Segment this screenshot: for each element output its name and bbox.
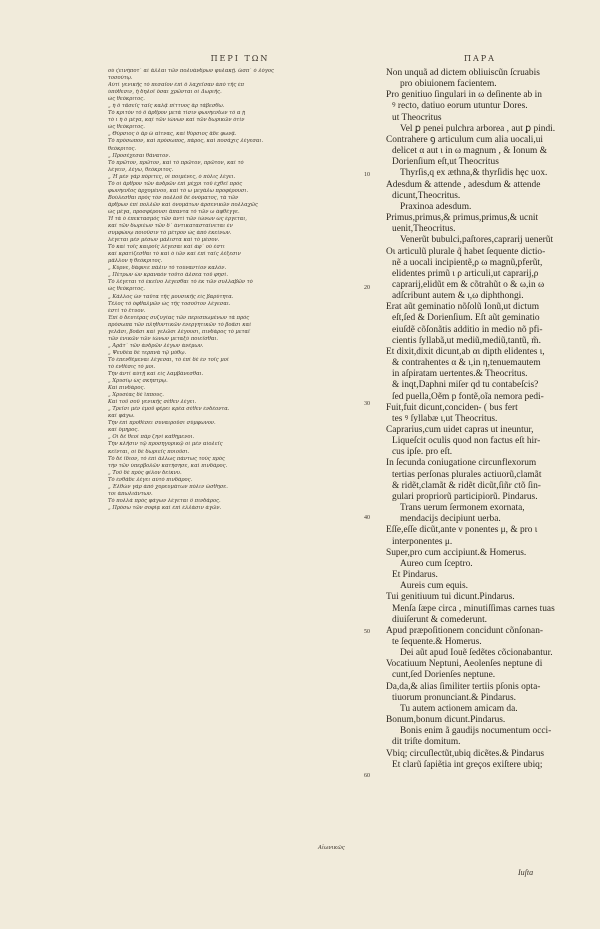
greek-line: ὡς θεόκριτος. xyxy=(108,124,145,131)
greek-catchword: Αἰωνικῶς xyxy=(318,845,345,851)
latin-line: Pro genitiuo ſingulari in ω deſinente ab in xyxy=(386,90,542,101)
latin-line: delicet α aut ι in ω magnum , & Ionum & xyxy=(392,146,547,157)
greek-line: μᾶλλον ἢ θεόκριτος. xyxy=(108,258,163,265)
latin-line: tertias perſonas plurales actiuorũ,clamãt xyxy=(392,469,542,480)
margin-line-number: 40 xyxy=(364,515,370,521)
greek-line: ὑπόθεσιν, ἤ δηλοῖ ὅσαι χρῶνται οἱ Δωριῆς. xyxy=(108,89,222,96)
greek-line: Καὶ πινδάρος. xyxy=(108,385,146,392)
greek-line: Τὸ οἱ ἄρθρον τῶν ἀνδρῶν ἐπὶ μέχρι τοῦ ἐχθεῖ πρὸς xyxy=(108,180,243,187)
greek-line: Ἐπὶ ὃ δευτέρας συζυγίας τῶν περισπωμένων τὰ πρὸς xyxy=(108,314,250,321)
greek-line: πρόσωπα τῶν πληθυντικῶν ἐνεργητικῶν τὸ βοᾶσι καὶ xyxy=(108,321,252,328)
greek-line: „ Πρόσω τῶν σοφίᾳ καὶ ἐπὶ ἑλλάσιν ἀγῶν. xyxy=(108,504,222,511)
greek-text-column xyxy=(108,68,360,512)
greek-line: Αὐτὶ γενικῆς τὸ πεσαῖον ἐπὶ ὃ λαχεῖσαν ἀπὸ τῆς ἐπ xyxy=(108,82,245,89)
latin-line: dit triſte domitum. xyxy=(392,737,461,748)
latin-line: Da,da,& alias ſimiliter tertiis pſonis opta- xyxy=(386,681,541,692)
greek-line: „ Τοῦ δὲ πρὸς φίλον δείκνυ. xyxy=(108,469,182,476)
latin-line: interponentes μ. xyxy=(392,536,453,547)
latin-line: Dei aũt apud Iouẽ ſedẽtes cõcionabantur. xyxy=(400,648,553,659)
latin-line: tes ꝰ ſyllabæ ι,ut Theocritus. xyxy=(392,413,498,424)
greek-line: Τὴν ἐπὶ προθέσει συναιροῦσι σύμφωνον. xyxy=(108,420,216,427)
greek-line: „ Χρυσέας δὲ ἵππους. xyxy=(108,392,164,399)
latin-line: Super,pro cum accipiunt.& Homerus. xyxy=(386,547,527,558)
greek-line: „ Ἡ μὲν γὰρ πόριτες, οἱ ποιμένες, ὁ πόλις λέγει. xyxy=(108,173,236,180)
latin-line: Fuit,fuit dicunt,conciden- ( bus fert xyxy=(386,402,518,413)
latin-line: & inqt,Daphni miſer qd tu contabeſcis? xyxy=(392,380,539,391)
latin-line: Liqueſcit oculis quod non factus eſt hir- xyxy=(392,436,541,447)
latin-line: pro obiuionem facientem. xyxy=(400,79,497,90)
latin-line: ꝰ recto, datiuo eorum utuntur Dores. xyxy=(392,101,528,112)
margin-line-number: 60 xyxy=(364,773,370,779)
greek-line: τοσούτῳ. xyxy=(108,75,133,82)
greek-line: „ Χρυσίῳ ὡς σκήπτρῳ. xyxy=(108,378,168,385)
greek-line: Τὸ δὲ ἴδιον, τὸ ἐπὶ ἄλλως πάντως τοὺς πρὸς xyxy=(108,455,225,462)
greek-line: ἄρθρων ἐπὶ πολλῶν καὶ ὀνομάτων ἀρσενικῶν πολλαχῶς xyxy=(108,201,258,208)
latin-line: cunt,ſed Dorienſes neptune. xyxy=(392,670,496,681)
greek-line: κεῖνται, οἱ δὲ δωριεῖς ποιοῦσι. xyxy=(108,448,190,455)
latin-line: elidentes primũ ι ρ articuli,ut caprarij,ρ xyxy=(392,268,539,279)
greek-line: „ Ἐλθὼν γὰρ ἀπὸ χορευμάτων πόλιν ὥσθησε. xyxy=(108,483,228,490)
greek-line: „ Κάλλος ὤν ταῦτα τῆς μουσικῆς εἰς βαρύτητα. xyxy=(108,293,234,300)
greek-line: „ Προσέχεσαι θάνατον. xyxy=(108,152,171,159)
latin-line: & contrahentes α & ι,in η,tenuemautem xyxy=(392,358,541,369)
greek-line: καὶ φάγω. xyxy=(108,413,135,420)
catchword: Iuſta xyxy=(518,868,534,877)
greek-line: ἐστὶ τὸ ἔτυον. xyxy=(108,307,146,314)
latin-line: cus ipſe. pro eſt. xyxy=(392,447,453,458)
greek-line: Τέλος τὸ ὀφθαλμῶν ὡς τῆς τοσοῦτον λέγεσαι. xyxy=(108,300,231,307)
latin-line: te ſequente.& Homerus. xyxy=(392,636,482,647)
latin-line: gulari propriorũ participiorũ. Pindarus. xyxy=(392,491,538,502)
greek-line: τῶν ἐνικῶν τῶν ἰώνων μεταξὺ ποιεῖσθαι. xyxy=(108,335,219,342)
latin-line: Praxinoa adesdum. xyxy=(400,201,472,212)
greek-line: „ Πέτρων ὧν κραναὸν τοῦτο ἄλσεα τοῦ φησί. xyxy=(108,272,228,279)
latin-line: Caprarius,cum uidet capras ut ineuntur, xyxy=(386,425,534,435)
greek-line: ὡς θεόκριτος. xyxy=(108,286,145,293)
latin-line: in aſpiratam uertentes.& Theocritus. xyxy=(392,369,528,380)
greek-line: καὶ κρατίζεσθαι τὸ καὶ ὁ ἰῶν καὶ ἐπὶ ταῖς λέξεσιν xyxy=(108,251,241,258)
latin-line: Menſa ſæpe circa , minutiſſimas carnes tuas xyxy=(392,603,555,614)
greek-line: Τὴν κλῆσιν τῷ προσηγορικῷ οἱ μὲν αἰολεῖς xyxy=(108,441,223,448)
greek-line: ὡς μέγα, προσφέρουσι ἅπαντα τὸ τῶν ω ἀφθέγγε. xyxy=(108,208,240,215)
latin-line: dicunt,Theocritus. xyxy=(392,190,461,201)
latin-line: Trans uerum ſermonem exornata, xyxy=(400,503,525,514)
greek-line: ὡς θεόκριτος. xyxy=(108,96,145,103)
greek-line: „ Κύρνε, δάφνιε πάλιν τὸ τοὐναντίον καλὸν. xyxy=(108,265,227,272)
greek-line: οὐ ϛεινήποτ᾽ αἱ ἄλλαι τῶν πολυάνδρων φυλακῇ. ὥσπ᾽ ὁ λόγος xyxy=(108,68,274,74)
greek-line: Τὴν ἀντὶ αὐτῇ καὶ εἰς λαμβάνεσθαι. xyxy=(108,371,204,378)
latin-line: Et Pindarus. xyxy=(392,570,438,581)
greek-line: „ ἢ ὅ τᾶσεῖς ταῖς καλᾷ πίττυος ἅρ τάβεσθω. xyxy=(108,103,225,110)
greek-line: „ Τρεῖσι μὲν ἐμοῦ φέρει κρέα σέθεν ἐνδέοντα. xyxy=(108,406,230,413)
greek-line: Τὸ πρῶτον, πρῶτον, καὶ τὸ πρῶτον, πρῶτον, καὶ τὸ xyxy=(108,159,244,166)
greek-line: συμφώνῳ ποιοῦσιν τὸ μέτρον ὡς ἀπὸ ἐκείνων. xyxy=(108,230,232,237)
latin-line: Et dixit,dixit dicunt,ab αι dipth elidentes ι, xyxy=(386,346,545,357)
latin-line: Non unquã ad dictem obliuiscũn ſcruabis xyxy=(386,68,540,78)
greek-line: Τὸ πολλὰ πρὸς φάγων λέγεται ὃ πινδάρος. xyxy=(108,497,221,504)
latin-line: uenit,Theocritus. xyxy=(392,224,456,235)
latin-line: Et clarũ ſapiẽtia int greços exiſtere ubiq; xyxy=(392,759,543,770)
greek-line: θεόκριτος. xyxy=(108,145,137,152)
greek-line: „ Ἀρᾶτ᾽ τῶν ἀνδρῶν λέγων ἀνέμων. xyxy=(108,342,204,349)
latin-line: Adesdum & attende , adesdum & attende xyxy=(386,179,541,190)
greek-line: Τὸ λέγεται τὸ ἐκεῖνο λέγεσθαι τὸ ἐκ τῶν συλλαβῶν τὸ xyxy=(108,279,253,286)
running-head-left: ΠΕΡΙ ΤΩΝ xyxy=(210,54,270,63)
latin-line: Vel ꝑ penei pulchra arborea , aut ꝑ pindi. xyxy=(400,123,556,134)
latin-line: Vocatiuum Neptuni, Aeolenſes neptune di xyxy=(386,659,543,670)
greek-line: γελᾶσι, βοᾶσι καὶ γελῶσι λέγουσι, πινδάρος τὸ μεταῖ xyxy=(108,328,251,335)
latin-line: Dorienſium eſt,ut Theocritus xyxy=(392,157,499,168)
greek-line: καὶ ὅμηρος. xyxy=(108,427,139,434)
greek-line: λέγεται μὲν μέσων μάλιστα καὶ τὸ μέσον. xyxy=(108,237,220,244)
latin-line: adſcribunt autem & ι,ω diphthongi. xyxy=(392,291,524,302)
latin-line: eſt,ſed & Dorienſium. Eſt aũt geminatio xyxy=(392,313,540,324)
greek-line: φωνήενtος ἀρχομένου, καὶ τὸ ω μεγάλω προφέρουσι. xyxy=(108,187,249,194)
margin-line-number: 10 xyxy=(364,172,370,178)
running-head-right: ΠΑΡΑ xyxy=(464,54,496,63)
greek-line: Τὸ πρόσωπον, καὶ πρόσωπος, πάρος, καὶ ποσάχις λέγεσαι. xyxy=(108,138,264,145)
greek-line: τὴν τῶν ὑπερβολῶν κατήσησε, καὶ πινδάρος. xyxy=(108,462,228,469)
greek-line: „ Ψευδέα δὲ τερπνὰ τῷ μύθῳ. xyxy=(108,349,187,356)
latin-line: Thyrſis,q ex æthna,& thyrſidis hęc uox. xyxy=(400,168,548,179)
latin-line: & ridẽt,clamãt & ridẽt dicũt,ſiñr ctõ ſin- xyxy=(392,480,541,491)
latin-line: Tui genitiuum tui dicunt.Pindarus. xyxy=(386,592,515,603)
latin-line: ſed puella,Oẽm p fontẽ,oĩa nemora pedi- xyxy=(392,391,544,402)
latin-line: Bonum,bonum dicunt.Pindarus. xyxy=(386,715,506,726)
margin-line-number: 50 xyxy=(364,629,370,635)
latin-line: eiuſdẽ cõſonãtis additio in medio nõ pfi- xyxy=(392,324,543,335)
greek-line: Τὸ καὶ τοῖς καιροῖς λέγεσαι καὶ ἀφ᾽ οὗ ἐστι xyxy=(108,244,225,251)
latin-line: cientis ſyllabã,ut mediũ,mediũ,tantũ, m̃. xyxy=(392,335,541,346)
greek-line: τὸ ἐνθέσις τὸ μοι. xyxy=(108,363,156,370)
latin-line: tiuorum pronunciant.& Pindarus. xyxy=(392,692,516,703)
latin-text-column xyxy=(386,68,568,771)
latin-line: Eſſe,eſſe dicũt,ante ν ponentes μ, & pro ι xyxy=(386,525,538,536)
greek-line: τοι ἀπωλιάντων. xyxy=(108,490,153,497)
latin-line: Aureis cum equis. xyxy=(400,581,468,592)
latin-line: caprarij,elidũt em & cõtrahũt ο & ω,in ω xyxy=(392,279,545,290)
latin-line: Bonis enim ã gaudijs nocumentum occi- xyxy=(400,726,552,737)
latin-line: Erat aũt geminatio nõſolũ Ionũ,ut dictum xyxy=(386,302,540,313)
greek-line: λέγειν, λέγω, θεόκριτος. xyxy=(108,166,174,173)
greek-line: Τὸ ἐνθάδε λέγει αὐτὸ πινδάρος. xyxy=(108,476,193,483)
greek-line: „ Οἱ δὲ θεοὶ πὰρ ζηνὶ καθήμενοι. xyxy=(108,434,195,441)
latin-line: ut Theocritus xyxy=(392,112,442,123)
latin-line: diuiſerunt & comederunt. xyxy=(392,614,488,625)
greek-line: Βούλεσθαι πρὸς τὸν πολλοῦ δὲ ὀνόματος, τὰ τῶν xyxy=(108,194,239,201)
greek-line: „ Θύρσιος ὁ ἄρ ὢ αἴτνας, καὶ θύρσιος ἅδε φωνᾷ. xyxy=(108,131,237,138)
greek-line: Τὸ ἐπενθέμεναι λέγεσαι, τὸ ἐπὶ δὲ ἐν τοῖς μοὶ xyxy=(108,356,229,363)
greek-line: Ἡ τὰ ὁ ἐπεκτασμὸς τῶν ἀντὶ τῶν ἰώνων ὡς ἐργεται, xyxy=(108,215,247,222)
latin-line: Venerũt bubulci,paſtores,caprarij uenerũt xyxy=(400,235,554,246)
latin-line: In ſecunda coniugatione circunflexorum xyxy=(386,458,537,469)
greek-line: καὶ τῶν δωριέων τῶν δ᾽ ἀντικατασταίνεται ἐν xyxy=(108,223,233,230)
greek-line: τὸ ι ἢ ὁ μέγα, κα̣ὶ τῶν ἰώνων καὶ τῶν δωρικῶν ὁτὶν xyxy=(108,117,245,124)
latin-line: Tu autem actionem amicam da. xyxy=(400,703,518,714)
greek-line: Καὶ τοῦ σοῦ γενικῆς σέθεν λέγει. xyxy=(108,399,197,406)
margin-line-number: 20 xyxy=(364,285,370,291)
latin-line: mendacijs decipiunt uerba. xyxy=(400,514,501,525)
latin-line: Oι articulũ plurale q̃ habet ſequente dictio- xyxy=(386,246,546,257)
latin-line: Aureo cum ſceptro. xyxy=(400,558,473,569)
latin-line: Vbiq; circuſlectũt,ubiq dicẽtes.& Pindarus xyxy=(386,748,545,759)
latin-line: nẽ a uocali incipientẽ,ρ ω magnũ,pferũt, xyxy=(392,257,543,268)
margin-line-number: 30 xyxy=(364,401,370,407)
latin-line: Primus,primus,& primus,primus,& ucnit xyxy=(386,213,539,224)
latin-line: Contrahere ꝯ articulum cum alia uocali,ui xyxy=(386,134,544,145)
greek-line: Τὸ κριτὸν τὸ ὃ ἄρθρον μετὰ τίσιν φωνήενtων τὸ α ᾖ xyxy=(108,110,246,117)
latin-line: Apud præpoſitionem concidunt cõnſonan- xyxy=(386,625,544,636)
